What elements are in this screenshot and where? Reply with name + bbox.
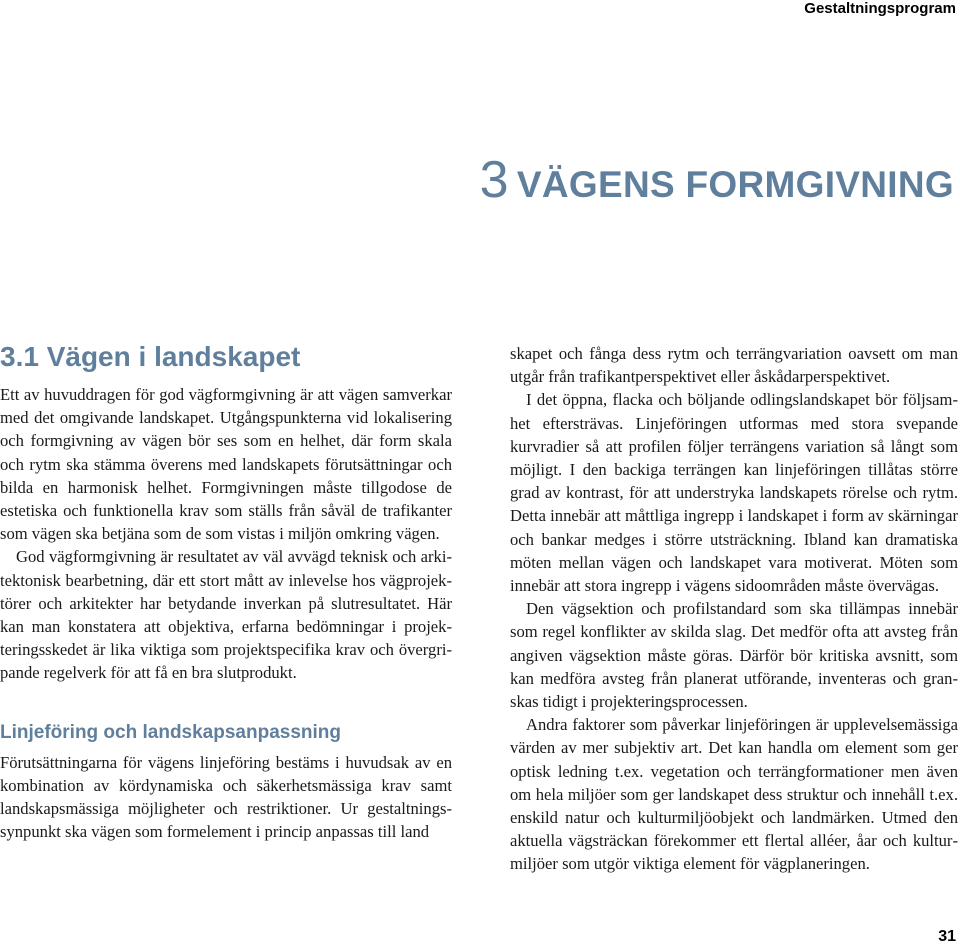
right-column [510, 342, 958, 876]
section-title: 3.1 Vägen i landskapet [0, 341, 301, 372]
paragraph: Förutsättningarna för vägens linjeföring bestäms i huvudsak av en kombination av kördynamiska och säkerhetsmässiga krav samt landskapsmässiga möjligheter och restriktioner. Ur gestaltningssynpunkt ska vägen som formelement i princip anpassas till land [0, 752, 452, 842]
running-header: Gestaltningsprogram [804, 0, 956, 17]
chapter-title [480, 150, 954, 210]
paragraph: I det öppna, flacka och böljande odlingslandskapet bör följsamhet eftersträvas. Linjeföringen utformas med stora svepande kurvradier så att profilen följer terrängens variation så långt som möjligt. I den backiga terrängen kan linjeföringen tillåtas större grad av kontrast, för att understryka landskapets rörelse och rytm. Detta innebär att måttliga ingrepp i landskapet i form av skärningar och bankar medges i större utsträckning. Ibland kan dramatiska möten mellan vägen och landskapet vara motiverat. Möten som innebär att stora ingrepp i vägens sidoområden måste övervägas. [510, 390, 958, 596]
subsection-title: Linjeföring och landskapsanpassning [0, 721, 341, 743]
paragraph: Den vägsektion och profilstandard som ska tillämpas innebär som regel konflikter av skilda slag. Det medför ofta att avsteg från angiven vägsektion måste göras. Därför bör kritiska avsnitt, som kan medföra avsteg från planerat utförande, inventeras och granskas tidigt i projekteringsprocessen. [510, 599, 958, 712]
paragraph: God vägformgivning är resultatet av väl avvägd teknisk och arkitektonisk bearbetning, där ett stort mått av inlevelse hos vägprojektörer och arkitekter har betydande inverkan på slutresultatet. Här kan man konstatera att objektiva, erfarna bedömningar i projekteringsskedet är lika viktiga som projektspecifika krav och övergripande regelverk för att få en bra slutprodukt. [0, 547, 452, 683]
page-number: 31 [938, 928, 956, 945]
chapter-number: 3 [479, 151, 509, 209]
paragraph: Andra faktorer som påverkar linjeföringen är upplevelsemässiga värden av mer subjektiv art. Det kan handla om element som ger optisk ledning t.ex. vegetation och terrängformationer men även om hela miljöer som ger landskapet dess struktur och innehåll t.ex. enskild natur och kulturmiljöobjekt och landmärken. Utmed den aktuella vägsträckan förekommer ett flertal alléer, åar och kulturmiljöer som utgör viktiga element för vägplaneringen. [510, 715, 958, 874]
paragraph: Ett av huvuddragen för god vägformgivning är att vägen samverkar med det omgivande landskapet. Utgångspunkterna vid lokalisering och formgivning av vägen bör ses som en helhet, där form skala och rytm ska stämma överens med landskapets förutsättningar och bilda en harmonisk helhet. Formgivningen måste tillgodose de estetiska och funktionella krav som ställs från såväl de trafikanter som vägen ska betjäna som de som vistas i miljön omkring vägen. [0, 385, 452, 544]
left-column [0, 340, 452, 843]
chapter-title-text: VÄGENS FORMGIVNING [516, 164, 954, 205]
paragraph: skapet och fånga dess rytm och terrängvariation oavsett om man utgår från trafikantperspektivet eller åskådarperspektivet. [510, 344, 958, 387]
